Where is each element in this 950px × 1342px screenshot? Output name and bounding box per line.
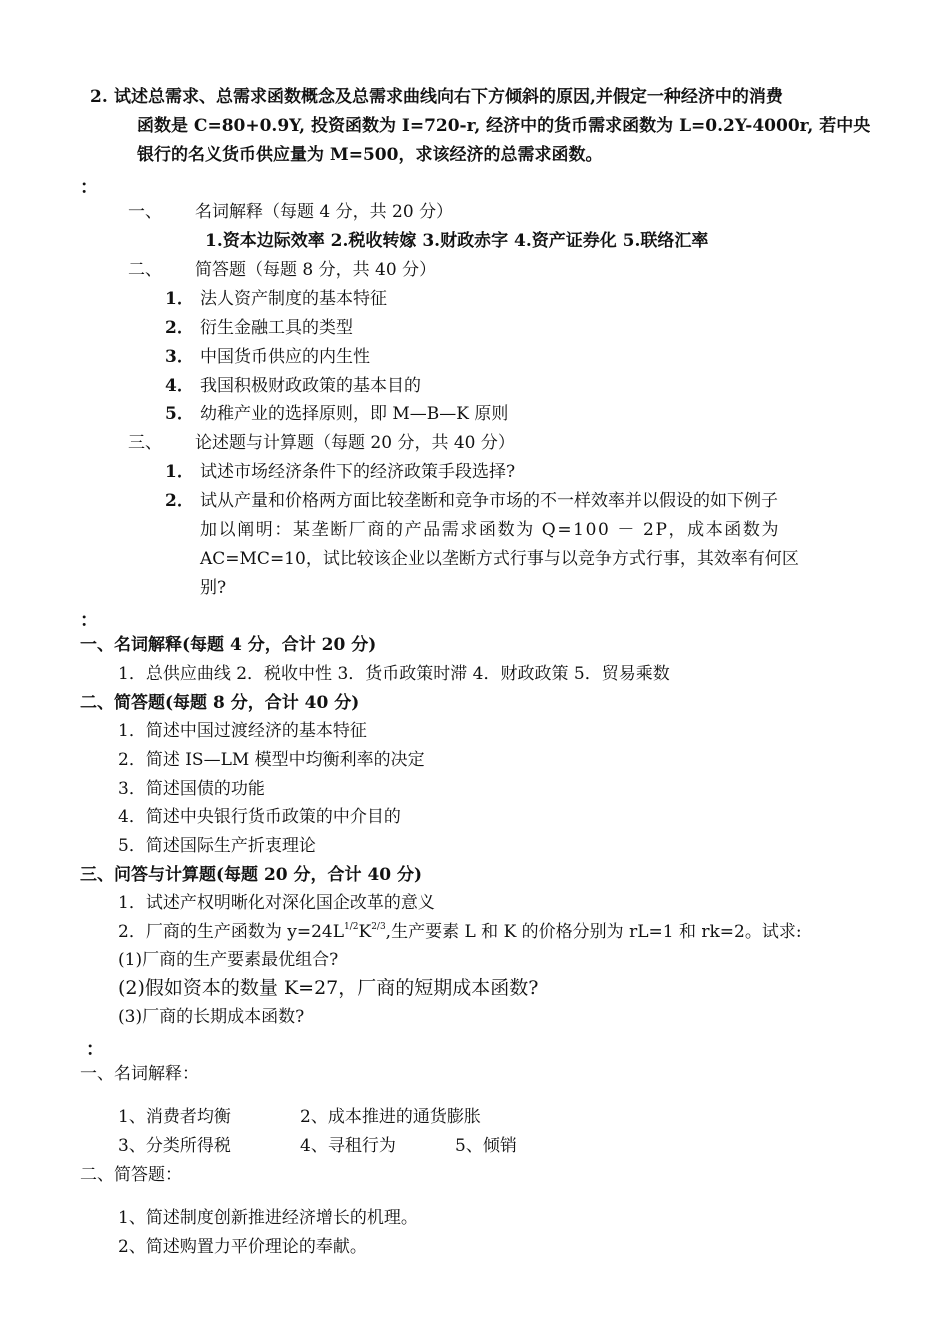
exam-a-s2-item-1-num: 1． — [165, 289, 194, 309]
exam-a-s2-item-5-num: 5． — [165, 404, 194, 424]
exam-b-s2-title: 二、简答题(每题 8 分，合计 40 分) — [80, 693, 360, 713]
exam-a-s3-number: 三、 — [128, 433, 162, 453]
section-colon-c: ： — [86, 1039, 104, 1060]
exam-b-s3-q2 — [118, 918, 802, 947]
exam-b-s2-item-2: 2．简述 IS—LM 模型中均衡利率的决定 — [118, 750, 425, 770]
exam-c-s1-title: 一、名词解释： — [80, 1064, 199, 1084]
exam-b-s3-q2-part-2: (2)假如资本的数量 K=27，厂商的短期成本函数? — [118, 977, 539, 999]
exam-a-s3-q1: 试述市场经济条件下的经济政策手段选择? — [200, 462, 516, 482]
exam-c-term-5: 5、倾销 — [455, 1136, 517, 1156]
exam-a-s2-item-3-num: 3． — [165, 347, 194, 367]
exam-a-s3-q1-num: 1． — [165, 462, 194, 482]
exam-b-s3-q2-part-3: (3)厂商的长期成本函数? — [118, 1007, 305, 1027]
exam-a-s1-title: 名词解释（每题 4 分，共 20 分） — [195, 202, 454, 222]
exam-b-s1-title: 一、名词解释(每题 4 分，合计 20 分) — [80, 635, 377, 655]
exam-a-s1-number: 一、 — [128, 202, 162, 222]
exponent-l: 1/2 — [344, 922, 359, 932]
exam-b-s3-q2-text-c: ,生产要素 L 和 K 的价格分别为 rL=1 和 rk=2。试求: — [385, 922, 802, 942]
exam-a-s2-number: 二、 — [128, 260, 162, 280]
exam-a-s2-item-2: 衍生金融工具的类型 — [200, 318, 353, 338]
exam-c-s2-title: 二、简答题： — [80, 1165, 182, 1185]
exam-c-term-4: 4、寻租行为 — [300, 1136, 396, 1156]
exam-b-s3-q2-part-1: (1)厂商的生产要素最优组合? — [118, 950, 339, 970]
exam-c-term-3: 3、分类所得税 — [118, 1136, 231, 1156]
exam-a-s2-item-4-num: 4． — [165, 376, 194, 396]
exam-c-s2-item-2: 2、简述购置力平价理论的奉献。 — [118, 1237, 367, 1257]
exam-b-s2-item-3: 3．简述国债的功能 — [118, 779, 265, 799]
exponent-k: 2/3 — [371, 922, 386, 932]
exam-a-s3-q2-line-2: 加以阐明：某垄断厂商的产品需求函数为 Q=100 － 2P，成本函数为 — [200, 520, 781, 540]
exam-a-s3-title: 论述题与计算题（每题 20 分，共 40 分） — [195, 433, 515, 453]
section-colon-b: ： — [80, 610, 98, 631]
exam-a-s3-q2-line-3: AC=MC=10，试比较该企业以垄断方式行事与以竞争方式行事，其效率有何区 — [200, 549, 799, 569]
exam-b-s3-title: 三、问答与计算题(每题 20 分，合计 40 分) — [80, 865, 423, 885]
exam-a-s2-title: 简答题（每题 8 分，共 40 分） — [195, 260, 437, 280]
exam-b-s3-q2-text-a: 2．厂商的生产函数为 y=24L — [118, 922, 344, 942]
exam-a-s1-terms: 1.资本边际效率 2.税收转嫁 3.财政赤字 4.资产证券化 5.联络汇率 — [205, 231, 709, 251]
exam-b-s3-q2-text-b: K — [358, 922, 372, 942]
exam-b-s2-item-1: 1．简述中国过渡经济的基本特征 — [118, 721, 367, 741]
exam-a-s3-q2-line-4: 别? — [200, 578, 227, 598]
q2-line-2: 函数是 C=80+0.9Y, 投资函数为 I=720-r, 经济中的货币需求函数为 L=0.2Y-4000r, 若中央 — [137, 116, 871, 136]
exam-b-s3-q1: 1．试述产权明晰化对深化国企改革的意义 — [118, 893, 435, 913]
exam-b-s2-item-4: 4．简述中央银行货币政策的中介目的 — [118, 807, 401, 827]
exam-a-s3-q2-line-1: 试从产量和价格两方面比较垄断和竞争市场的不一样效率并以假设的如下例子 — [200, 491, 778, 511]
exam-a-s2-item-3: 中国货币供应的内生性 — [200, 347, 370, 367]
exam-a-s2-item-2-num: 2． — [165, 318, 194, 338]
exam-a-s2-item-4: 我国积极财政政策的基本目的 — [200, 376, 421, 396]
exam-a-s2-item-5: 幼稚产业的选择原则，即 M—B—K 原则 — [200, 404, 509, 424]
exam-a-s3-q2-num: 2． — [165, 491, 194, 511]
section-colon-a: ： — [80, 177, 98, 198]
exam-c-term-1: 1、消费者均衡 — [118, 1107, 231, 1127]
q2-line-1: 试述总需求、总需求函数概念及总需求曲线向右下方倾斜的原因,并假定一种经济中的消费 — [114, 87, 783, 107]
exam-a-s2-item-1: 法人资产制度的基本特征 — [200, 289, 387, 309]
exam-c-term-2: 2、成本推进的通货膨胀 — [300, 1107, 481, 1127]
exam-c-s2-item-1: 1、简述制度创新推进经济增长的机理。 — [118, 1208, 418, 1228]
q2-number: 2. — [90, 87, 108, 107]
exam-b-s2-item-5: 5．简述国际生产折衷理论 — [118, 836, 316, 856]
exam-b-s1-terms: 1．总供应曲线 2．税收中性 3．货币政策时滞 4．财政政策 5．贸易乘数 — [118, 664, 670, 684]
q2-line-3: 银行的名义货币供应量为 M=500，求该经济的总需求函数。 — [137, 145, 603, 165]
